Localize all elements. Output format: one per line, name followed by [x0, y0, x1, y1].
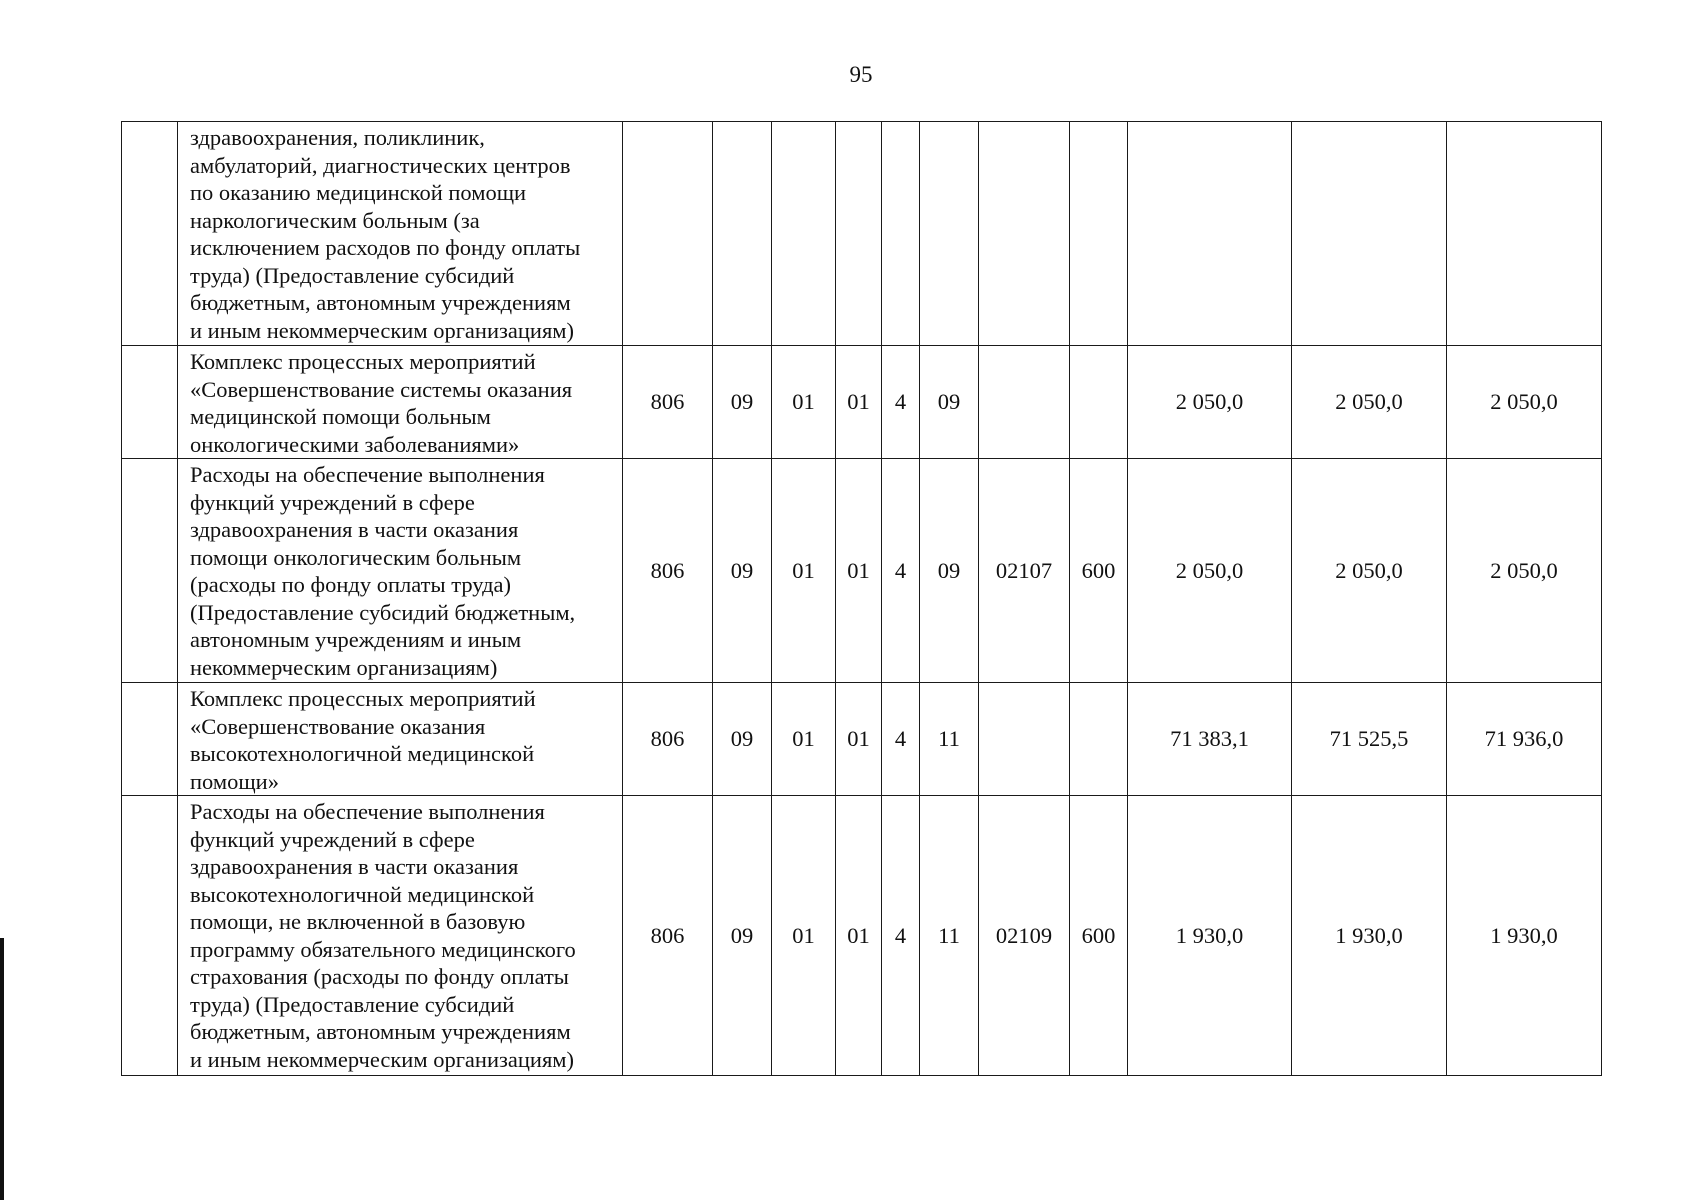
- direction-code-cell: [979, 346, 1070, 459]
- description-line: труда) (Предоставление субсидий: [190, 991, 515, 1017]
- section-code-cell: 09: [713, 796, 772, 1076]
- amount-year-2-cell: 2 050,0: [1292, 346, 1447, 459]
- description-line: по оказанию медицинской помощи: [190, 180, 527, 205]
- section-code-cell: 09: [713, 346, 772, 459]
- description-line: (Предоставление субсидий бюджетным,: [190, 599, 576, 625]
- expense-type-code-cell: 600: [1070, 796, 1128, 1076]
- description-line: «Совершенствование системы оказания: [190, 376, 573, 402]
- table-row: [122, 122, 1602, 346]
- table-row: [122, 683, 1602, 796]
- program-type-code-cell: 4: [882, 459, 920, 683]
- amount-year-3-cell: 2 050,0: [1447, 346, 1602, 459]
- complex-code-cell: 11: [920, 796, 979, 1076]
- description-line: помощи»: [190, 768, 279, 794]
- description-line: медицинской помощи больным: [190, 404, 491, 429]
- amount-year-3-cell: [1447, 122, 1602, 346]
- subsection-code-cell: 01: [772, 796, 836, 1076]
- section-code-cell: 09: [713, 683, 772, 796]
- description-line: труда) (Предоставление субсидий: [190, 262, 515, 288]
- expense-type-code-cell: [1070, 683, 1128, 796]
- amount-year-2-cell: 71 525,5: [1292, 683, 1447, 796]
- description-line: Комплекс процессных мероприятий: [190, 349, 536, 374]
- amount-year-1-cell: 2 050,0: [1128, 346, 1292, 459]
- row-number-cell: [122, 796, 178, 1076]
- amount-year-2-cell: 1 930,0: [1292, 796, 1447, 1076]
- description-line: программу обязательного медицинского: [190, 936, 576, 962]
- description-line: Расходы на обеспечение выполнения: [190, 799, 545, 824]
- description-line: «Совершенствование оказания: [190, 713, 486, 739]
- subsection-code-cell: 01: [772, 346, 836, 459]
- section-code-cell: [713, 122, 772, 346]
- ministry-code-cell: 806: [623, 459, 713, 683]
- description-line: здравоохранения, поликлиник,: [190, 125, 485, 150]
- description-line: функций учреждений в сфере: [190, 826, 475, 852]
- description-line: амбулаторий, диагностических центров: [190, 152, 571, 178]
- description-line: исключением расходов по фонду оплаты: [190, 235, 581, 260]
- description-line: здравоохранения в части оказания: [190, 517, 519, 542]
- description-line: высокотехнологичной медицинской: [190, 741, 535, 766]
- direction-code-cell: 02107: [979, 459, 1070, 683]
- ministry-code-cell: 806: [623, 796, 713, 1076]
- row-number-cell: [122, 683, 178, 796]
- complex-code-cell: 09: [920, 346, 979, 459]
- amount-year-1-cell: [1128, 122, 1292, 346]
- scan-edge-bar: [0, 938, 4, 1200]
- description-cell: [178, 796, 623, 1076]
- row-number-cell: [122, 122, 178, 346]
- program-code-cell: 01: [836, 346, 882, 459]
- description-line: онкологическими заболеваниями»: [190, 431, 520, 457]
- program-type-code-cell: 4: [882, 346, 920, 459]
- expense-type-code-cell: [1070, 122, 1128, 346]
- amount-year-1-cell: 71 383,1: [1128, 683, 1292, 796]
- amount-year-2-cell: [1292, 122, 1447, 346]
- program-code-cell: 01: [836, 683, 882, 796]
- description-line: помощи, не включенной в базовую: [190, 909, 526, 934]
- ministry-code-cell: [623, 122, 713, 346]
- complex-code-cell: 09: [920, 459, 979, 683]
- description-line: (расходы по фонду оплаты труда): [190, 572, 512, 597]
- description-cell: [178, 122, 623, 346]
- description-line: Расходы на обеспечение выполнения: [190, 462, 545, 487]
- row-number-cell: [122, 346, 178, 459]
- amount-year-3-cell: 2 050,0: [1447, 459, 1602, 683]
- description-line: Комплекс процессных мероприятий: [190, 686, 536, 711]
- description-line: помощи онкологическим больным: [190, 544, 522, 570]
- subsection-code-cell: 01: [772, 683, 836, 796]
- amount-year-3-cell: 1 930,0: [1447, 796, 1602, 1076]
- description-line: высокотехнологичной медицинской: [190, 881, 535, 907]
- description-line: бюджетным, автономным учреждениям: [190, 1019, 571, 1044]
- program-code-cell: [836, 122, 882, 346]
- description-cell: [178, 459, 623, 683]
- section-code-cell: 09: [713, 459, 772, 683]
- description-cell: [178, 683, 623, 796]
- description-line: функций учреждений в сфере: [190, 489, 475, 515]
- amount-year-1-cell: 1 930,0: [1128, 796, 1292, 1076]
- description-line: здравоохранения в части оказания: [190, 854, 519, 879]
- subsection-code-cell: 01: [772, 459, 836, 683]
- direction-code-cell: [979, 122, 1070, 346]
- expense-type-code-cell: [1070, 346, 1128, 459]
- description-cell: [178, 346, 623, 459]
- ministry-code-cell: 806: [623, 346, 713, 459]
- table-row: [122, 459, 1602, 683]
- row-number-cell: [122, 459, 178, 683]
- budget-table: [121, 121, 1602, 1076]
- description-line: страхования (расходы по фонду оплаты: [190, 964, 569, 989]
- table-row: [122, 346, 1602, 459]
- amount-year-1-cell: 2 050,0: [1128, 459, 1292, 683]
- description-line: некоммерческим организациям): [190, 654, 498, 680]
- direction-code-cell: [979, 683, 1070, 796]
- program-code-cell: 01: [836, 459, 882, 683]
- table-body: [122, 122, 1602, 1076]
- subsection-code-cell: [772, 122, 836, 346]
- direction-code-cell: 02109: [979, 796, 1070, 1076]
- description-line: автономным учреждениям и иным: [190, 627, 522, 652]
- amount-year-3-cell: 71 936,0: [1447, 683, 1602, 796]
- ministry-code-cell: 806: [623, 683, 713, 796]
- page-number: 95: [849, 62, 873, 87]
- program-type-code-cell: 4: [882, 796, 920, 1076]
- expense-type-code-cell: 600: [1070, 459, 1128, 683]
- description-line: и иным некоммерческим организациям): [190, 317, 575, 343]
- table-row: [122, 796, 1602, 1076]
- program-type-code-cell: 4: [882, 683, 920, 796]
- complex-code-cell: [920, 122, 979, 346]
- amount-year-2-cell: 2 050,0: [1292, 459, 1447, 683]
- description-line: наркологическим больным (за: [190, 207, 480, 233]
- complex-code-cell: 11: [920, 683, 979, 796]
- description-line: и иным некоммерческим организациям): [190, 1046, 575, 1072]
- program-type-code-cell: [882, 122, 920, 346]
- description-line: бюджетным, автономным учреждениям: [190, 290, 571, 315]
- program-code-cell: 01: [836, 796, 882, 1076]
